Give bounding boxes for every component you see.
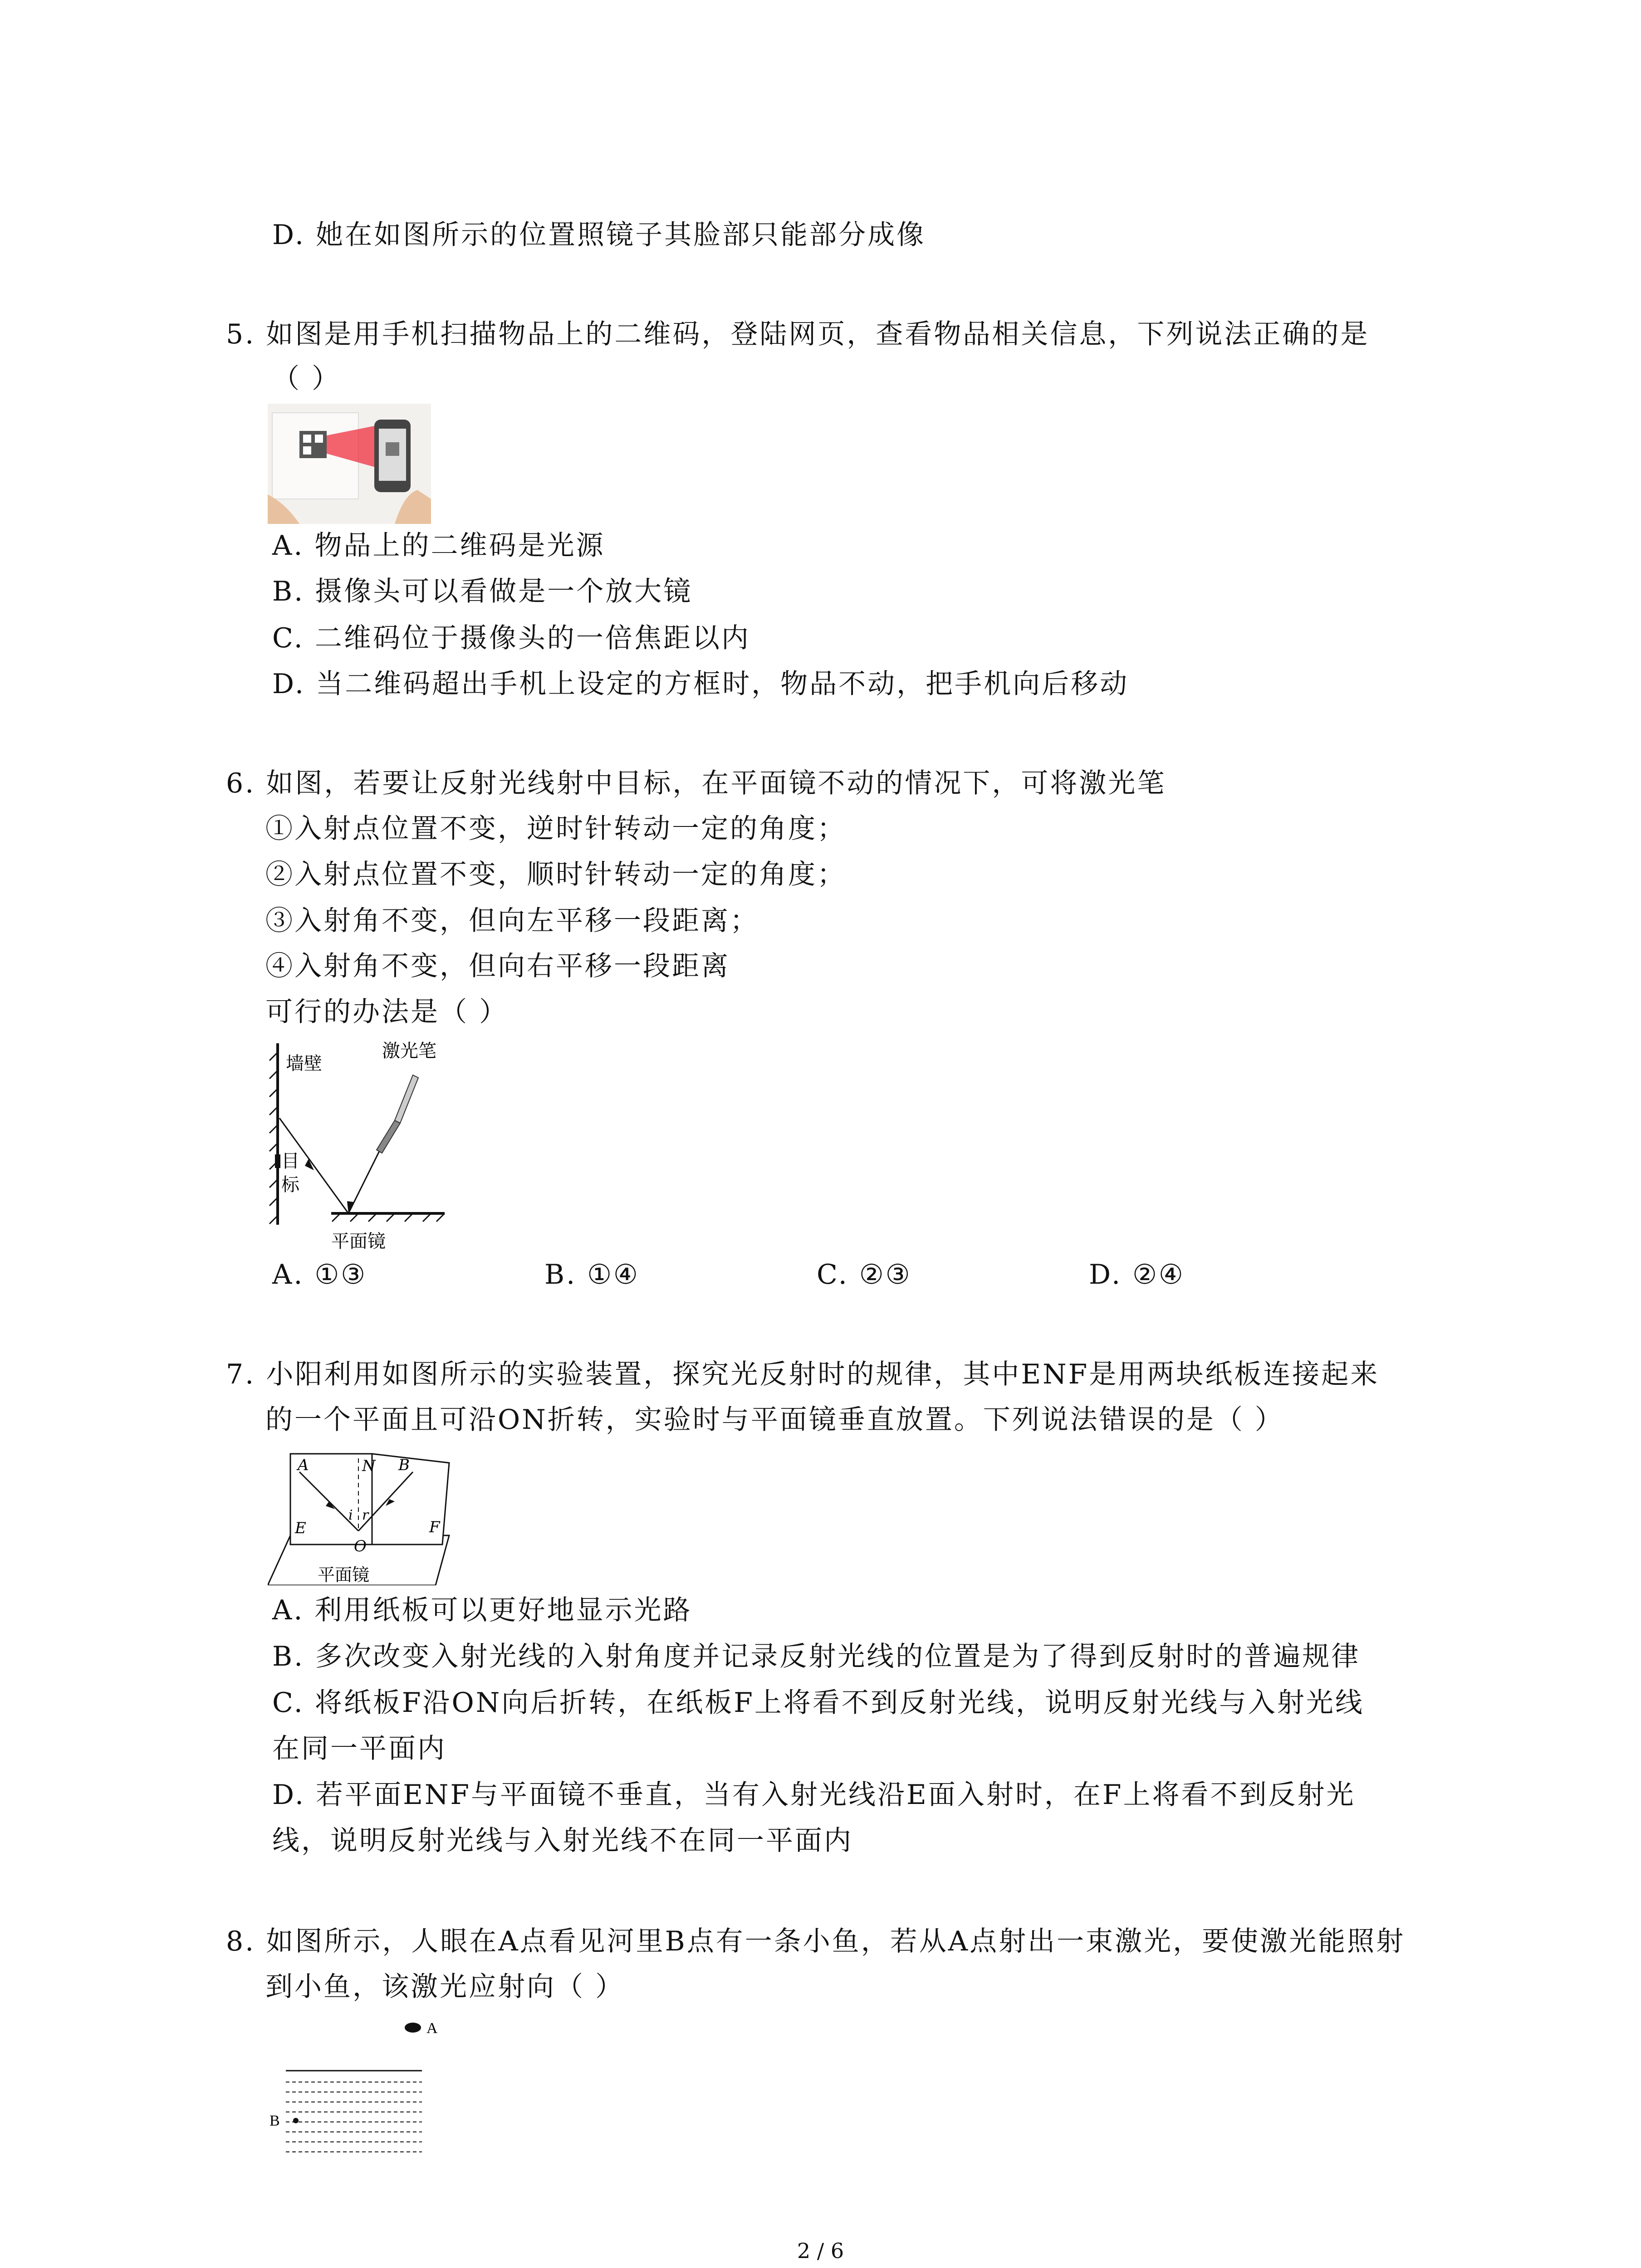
q6-question: 可行的办法是（ ） [265, 996, 509, 1028]
laser-pen-label: 激光笔 [382, 1041, 436, 1061]
point-o-label: O [354, 1537, 367, 1555]
board-e-label: E [295, 1519, 306, 1537]
point-n-label: N [362, 1457, 376, 1475]
mirror-label: 平面镜 [331, 1232, 386, 1251]
q5-option-d: D. 当二维码超出手机上设定的方框时，物品不动，把手机向后移动 [272, 668, 1129, 700]
q5-stem-line1: 5. 如图是用手机扫描物品上的二维码，登陆网页，查看物品相关信息，下列说法正确的是 [226, 318, 1370, 350]
q6-item-2: ②入射点位置不变，顺时针转动一定的角度； [265, 859, 846, 890]
q6-option-d: D. ②④ [1089, 1259, 1185, 1290]
board-f-label: F [429, 1518, 440, 1536]
q6-option-c: C. ②③ [817, 1259, 912, 1290]
q6-option-a: A. ①③ [272, 1259, 367, 1290]
q7-option-d-cont: 线，说明反射光线与入射光线不在同一平面内 [272, 1825, 853, 1857]
target-label-2: 标 [281, 1175, 299, 1195]
laser-mirror-figure [263, 1039, 454, 1256]
q5-option-c: C. 二维码位于摄像头的一倍焦距以内 [272, 622, 750, 654]
q7-option-d: D. 若平面ENF与平面镜不垂直，当有入射光线沿E面入射时，在F上将看不到反射光 [272, 1779, 1356, 1811]
q7-option-c-cont: 在同一平面内 [272, 1733, 446, 1765]
q5-stem-line2: （ ） [272, 363, 341, 395]
point-a-label-q8: A [426, 2020, 438, 2037]
wall-label: 墙壁 [286, 1054, 322, 1074]
q7-stem-line1: 7. 小阳利用如图所示的实验装置，探究光反射时的规律，其中ENF是用两块纸板连接起来 [226, 1359, 1380, 1390]
page-number: 2 / 6 [797, 2239, 844, 2263]
angle-i-label: i [348, 1507, 353, 1523]
q6-item-1: ①入射点位置不变，逆时针转动一定的角度； [265, 813, 846, 845]
target-label-1: 目 [281, 1151, 299, 1171]
q4-option-d: D. 她在如图所示的位置照镜子其脸部只能部分成像 [272, 219, 926, 251]
mirror-label-q7: 平面镜 [318, 1566, 370, 1585]
q7-stem-line2: 的一个平面且可沿ON折转，实验时与平面镜垂直放置。下列说法错误的是（ ） [265, 1404, 1284, 1436]
q6-stem: 6. 如图，若要让反射光线射中目标，在平面镜不动的情况下，可将激光笔 [226, 767, 1166, 799]
q7-option-c: C. 将纸板F沿ON向后折转，在纸板F上将看不到反射光线，说明反射光线与入射光线 [272, 1687, 1364, 1719]
q5-option-a: A. 物品上的二维码是光源 [272, 530, 605, 562]
point-b-label: B [398, 1456, 410, 1474]
q6-option-b: B. ①④ [544, 1259, 640, 1290]
q8-stem-line1: 8. 如图所示，人眼在A点看见河里B点有一条小鱼，若从A点射出一束激光，要使激光能照射 [226, 1926, 1406, 1957]
point-a-label: A [298, 1456, 309, 1474]
reflection-board-figure [268, 1449, 458, 1585]
fish-eye-figure [268, 2009, 449, 2168]
q7-option-a: A. 利用纸板可以更好地显示光路 [272, 1594, 692, 1626]
q5-option-b: B. 摄像头可以看做是一个放大镜 [272, 576, 693, 607]
point-b-label-q8: B [269, 2112, 280, 2129]
q6-item-3: ③入射角不变，但向左平移一段距离； [265, 905, 759, 937]
angle-r-label: r [362, 1507, 369, 1523]
q8-stem-line2: 到小鱼，该激光应射向（ ） [265, 1971, 625, 2003]
q7-option-b: B. 多次改变入射光线的入射角度并记录反射光线的位置是为了得到反射时的普遍规律 [272, 1641, 1361, 1672]
qr-scan-photo [268, 404, 431, 524]
q6-item-4: ④入射角不变，但向右平移一段距离 [265, 950, 730, 982]
